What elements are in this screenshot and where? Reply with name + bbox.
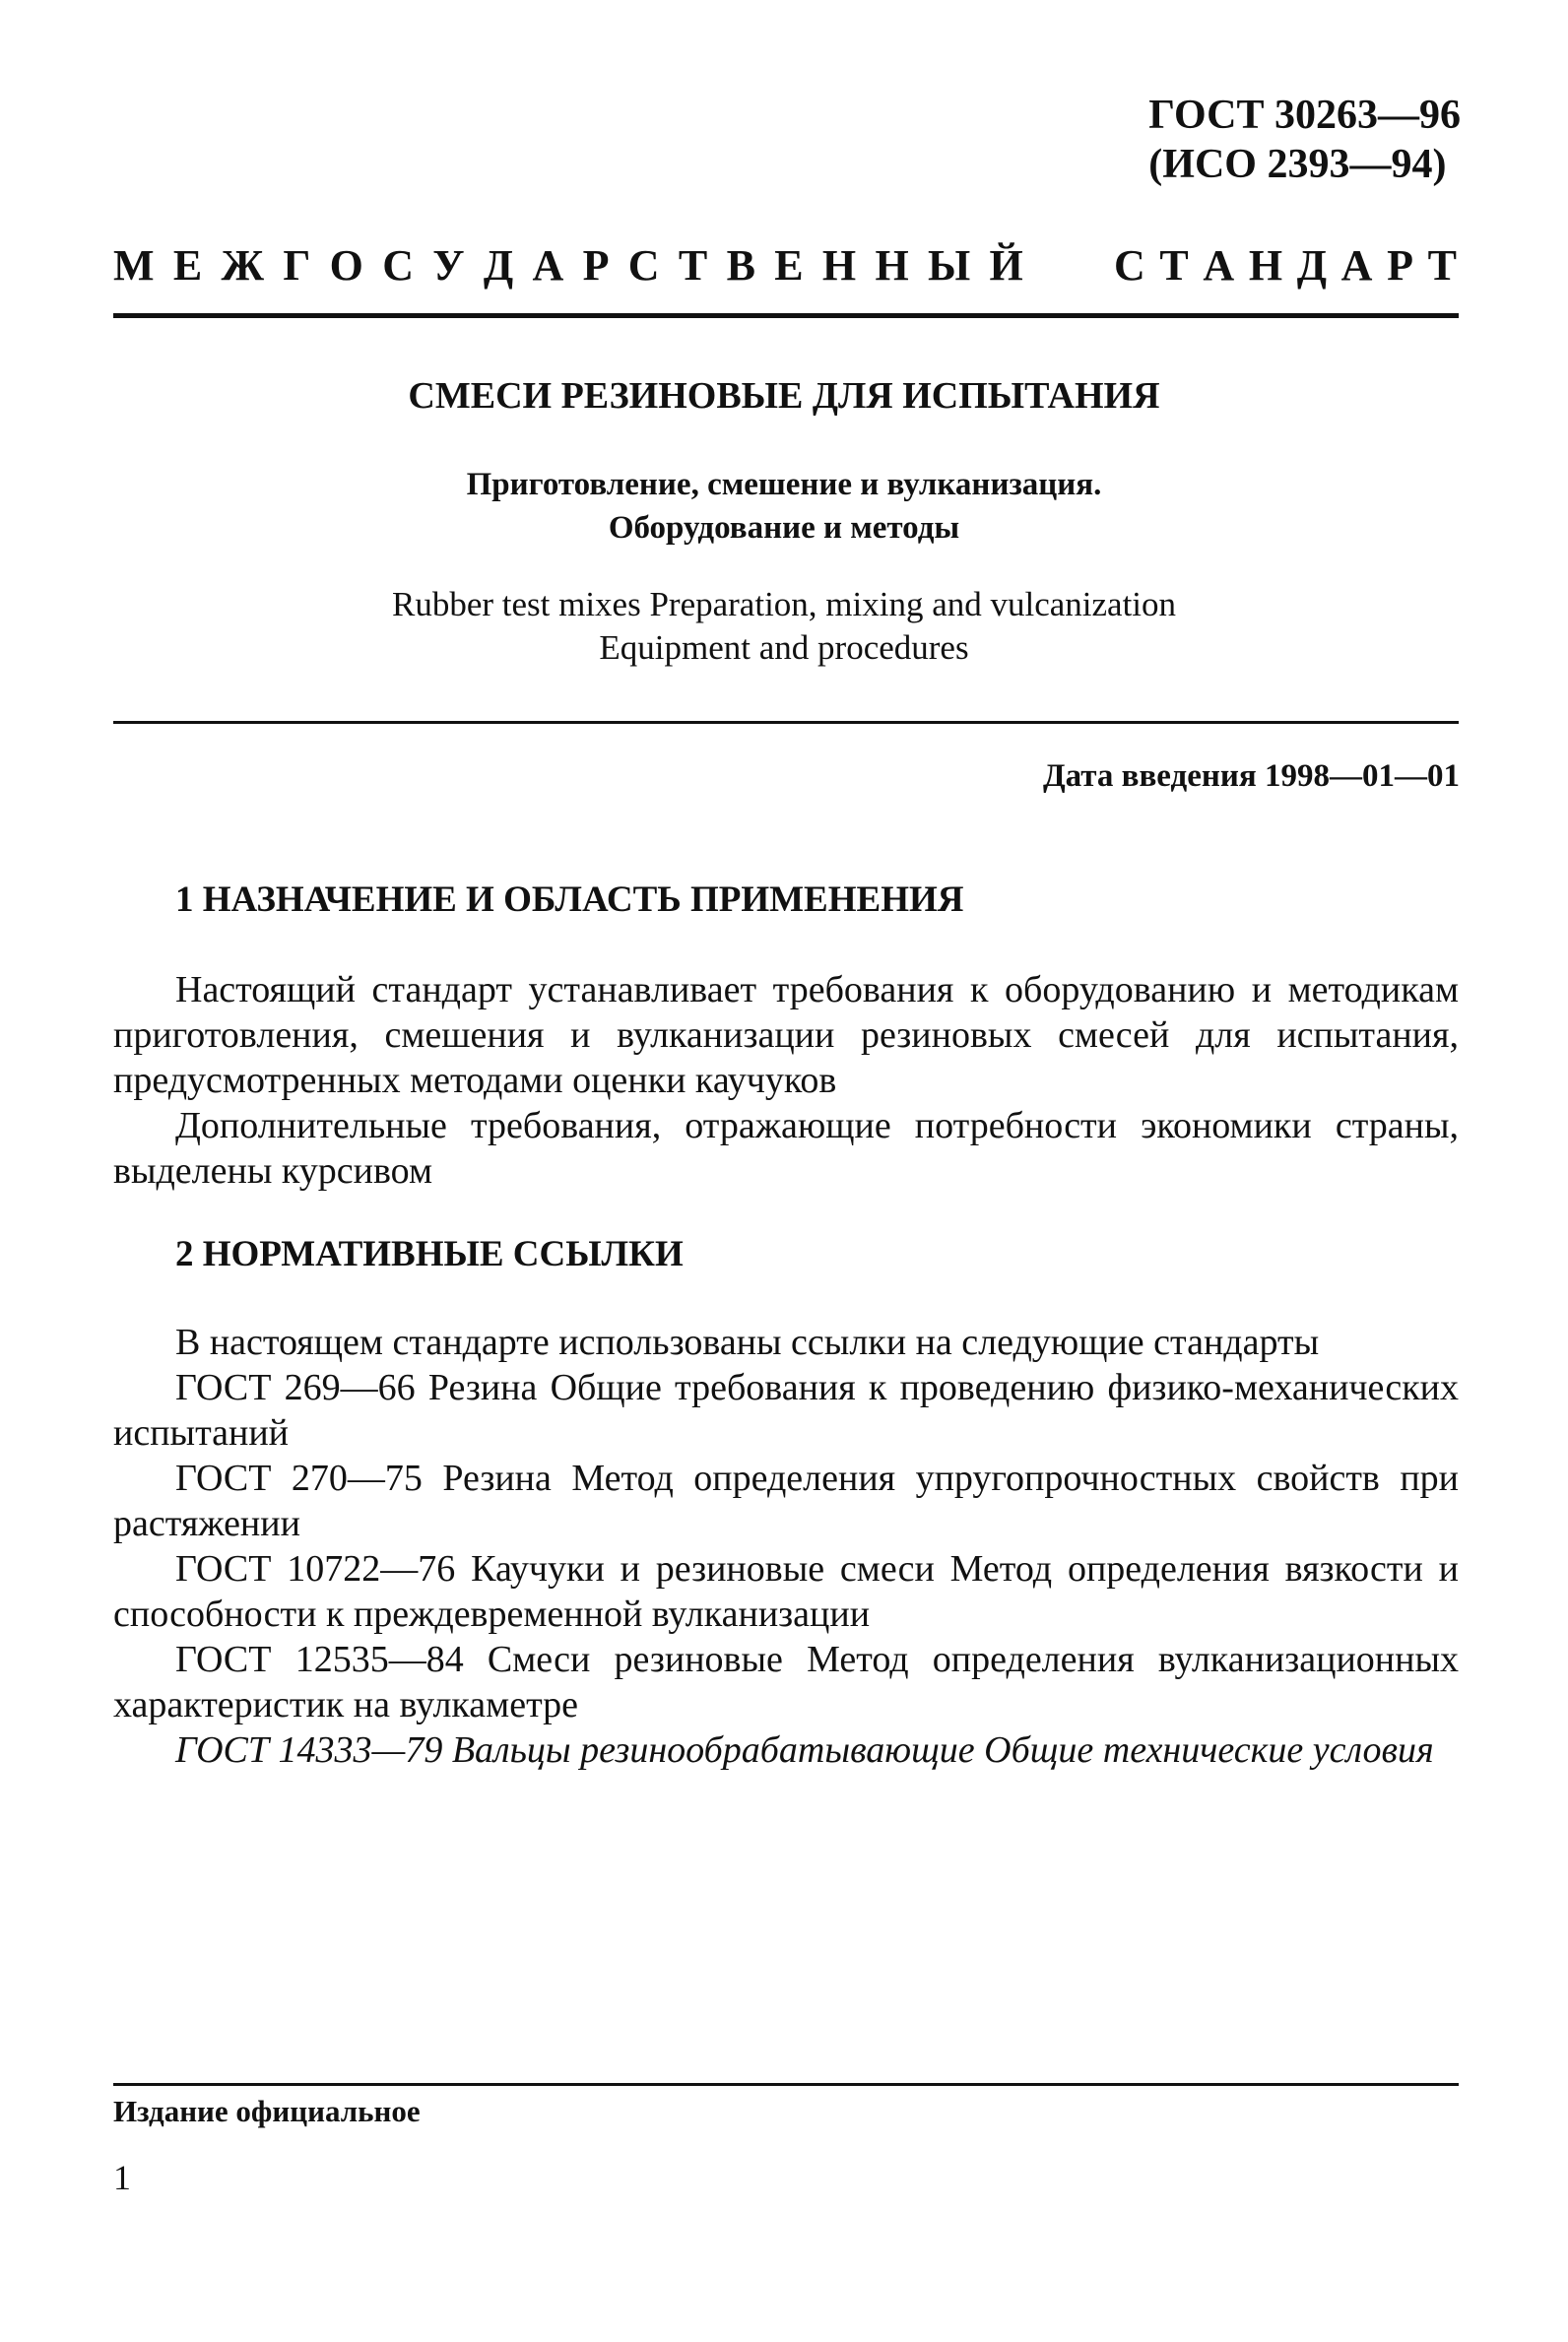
section-2-body xyxy=(113,1320,1459,1773)
reference-item: ГОСТ 10722—76 Каучуки и резиновые смеси Метод определения вязкости и способности к преждевременной вулканизации xyxy=(113,1548,1459,1635)
section-2-heading: 2 НОРМАТИВНЫЕ ССЫЛКИ xyxy=(175,1234,684,1274)
section-1-body xyxy=(113,967,1459,1194)
banner-letter: Д xyxy=(1296,241,1329,290)
banner-letter: Н xyxy=(821,241,859,290)
banner-word-interstate xyxy=(113,240,1025,291)
gost-code-block xyxy=(1148,91,1461,189)
english-title xyxy=(0,583,1568,670)
subtitle-line-1: Приготовление, смешение и вулканизация. xyxy=(466,467,1102,502)
banner-letter: Е xyxy=(172,241,205,290)
footer-divider xyxy=(113,2083,1459,2086)
gost-number: ГОСТ 30263—96 xyxy=(1148,93,1461,138)
banner-letter: Д xyxy=(483,241,516,290)
reference-item: ГОСТ 270—75 Резина Метод определения упругопрочностных свойств при растяжении xyxy=(113,1458,1459,1544)
banner-letter: Р xyxy=(1387,241,1415,290)
iso-number: (ИСО 2393—94) xyxy=(1148,142,1447,187)
banner-letter: А xyxy=(1340,241,1375,290)
date-of-introduction: Дата введения 1998—01—01 xyxy=(1042,758,1460,794)
banner-letter: Г xyxy=(283,241,313,290)
reference-item: ГОСТ 269—66 Резина Общие требования к проведению физико-механических испытаний xyxy=(113,1367,1459,1454)
banner-letter: Т xyxy=(1427,241,1459,290)
banner-letter: А xyxy=(532,241,566,290)
banner-letter: У xyxy=(432,241,467,290)
document-title: СМЕСИ РЕЗИНОВЫЕ ДЛЯ ИСПЫТАНИЯ xyxy=(408,375,1160,417)
english-title-line-2: Equipment and procedures xyxy=(599,628,969,667)
banner-word-standard xyxy=(1114,240,1459,291)
subtitle-line-2: Оборудование и методы xyxy=(608,510,960,546)
section-1-paragraph-2: Дополнительные требования, отражающие потребности экономики страны, выделены курсивом xyxy=(113,1105,1459,1192)
banner-letter: Ы xyxy=(928,241,973,290)
banner-letter: М xyxy=(113,241,157,290)
banner-letter: В xyxy=(726,241,757,290)
banner-letter: С xyxy=(1114,241,1147,290)
banner-letter: А xyxy=(1203,241,1237,290)
page-number: 1 xyxy=(113,2158,131,2197)
section-2-intro: В настоящем стандарте использованы ссылки на следующие стандарты xyxy=(175,1322,1320,1363)
document-subtitle xyxy=(0,463,1568,550)
banner-letter: Ж xyxy=(221,241,267,290)
section-1-paragraph-1: Настоящий стандарт устанавливает требования к оборудованию и методикам приготовления, смешения и вулканизации резиновых смесей для испытания, предусмотренных методами оценки каучуков xyxy=(113,969,1459,1101)
banner-letter: Т xyxy=(1159,241,1191,290)
section-1-heading: 1 НАЗНАЧЕНИЕ И ОБЛАСТЬ ПРИМЕНЕНИЯ xyxy=(175,879,964,920)
banner-letter: С xyxy=(627,241,662,290)
banner-letter: Т xyxy=(678,241,710,290)
official-edition-label: Издание официальное xyxy=(113,2094,421,2128)
reference-item: ГОСТ 12535—84 Смеси резиновые Метод определения вулканизационных характеристик на вулкаметре xyxy=(113,1639,1459,1725)
banner-letter: Р xyxy=(582,241,612,290)
interstate-standard-banner xyxy=(113,240,1459,291)
banner-letter: Н xyxy=(1248,241,1285,290)
title-divider xyxy=(113,721,1459,724)
banner-letter: О xyxy=(329,241,365,290)
banner-letter: С xyxy=(382,241,416,290)
reference-item-italic: ГОСТ 14333—79 Вальцы резинообрабатывающие Общие технические условия xyxy=(175,1729,1434,1771)
banner-letter: Е xyxy=(774,241,806,290)
english-title-line-1: Rubber test mixes Preparation, mixing and vulcanization xyxy=(391,585,1177,623)
banner-letter: Н xyxy=(875,241,911,290)
header-divider xyxy=(113,313,1459,318)
banner-letter: Й xyxy=(989,241,1025,290)
